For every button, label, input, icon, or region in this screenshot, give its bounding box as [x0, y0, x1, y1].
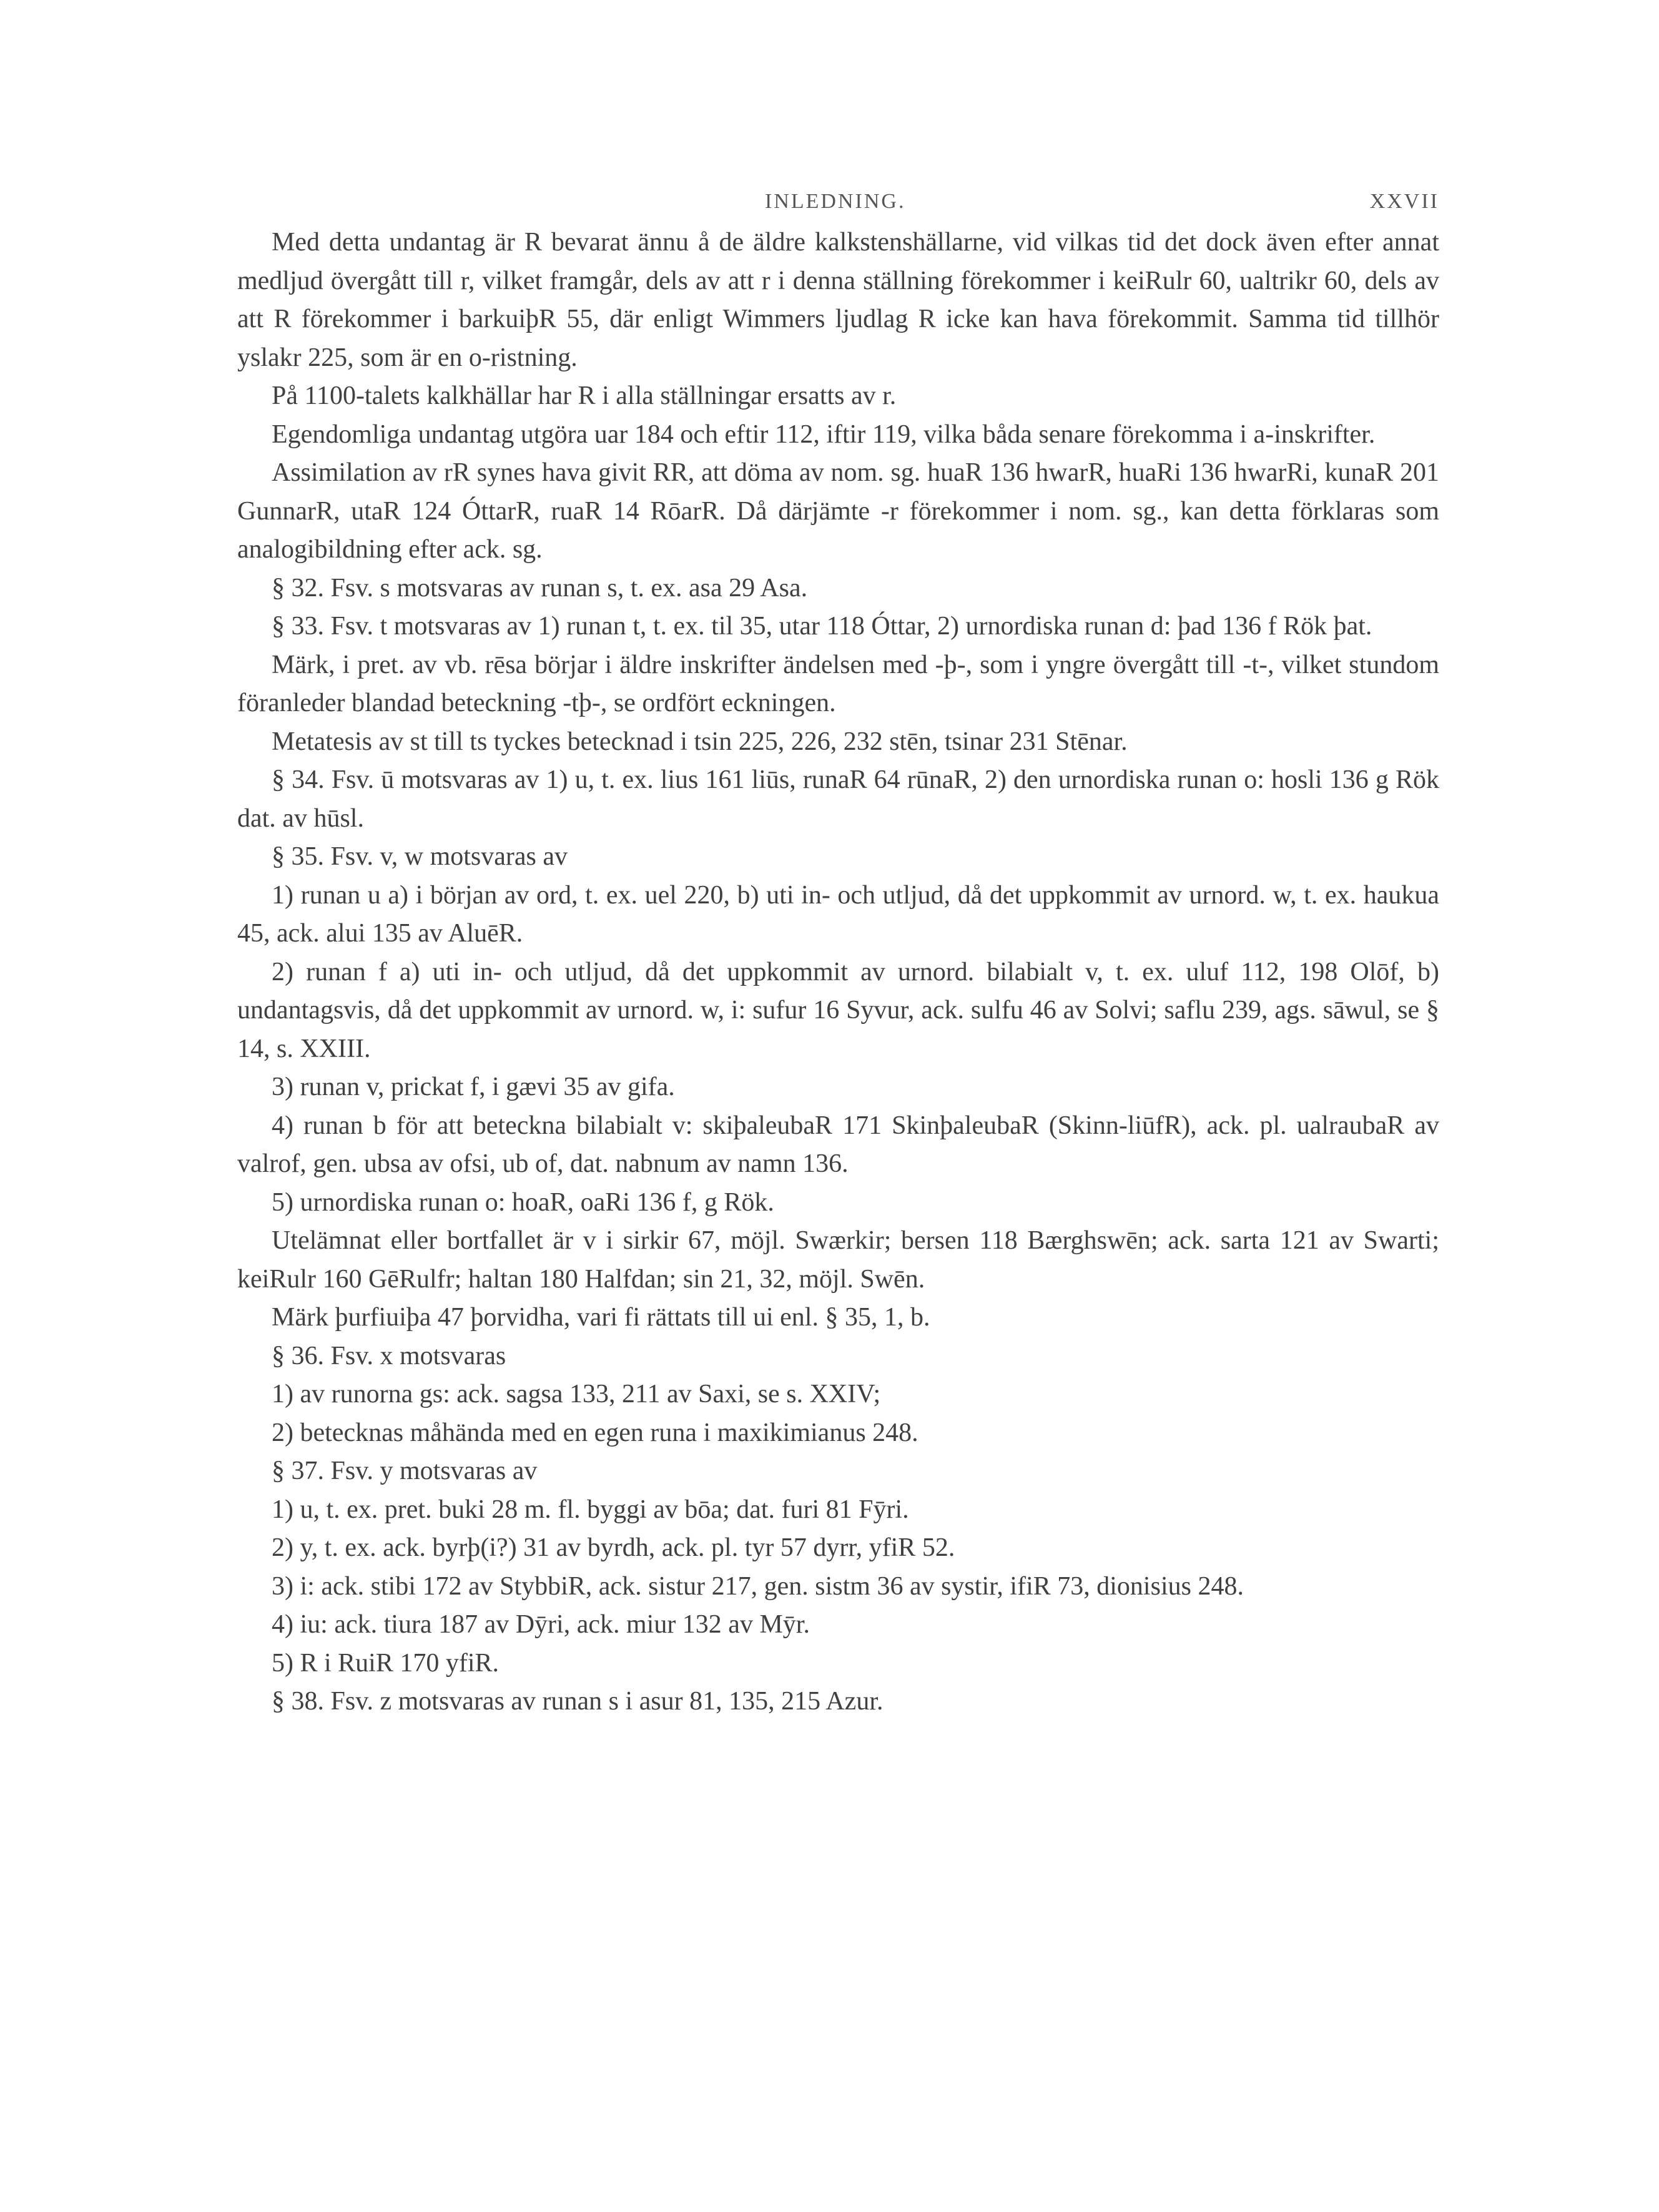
- section-32: § 32. Fsv. s motsvaras av runan s, t. ex. asa 29 Asa.: [272, 573, 808, 602]
- paragraph: Metatesis av st till ts tyckes betecknad i tsin 225, 226, 232 stēn, tsinar 231 Stēnar.: [272, 727, 1128, 756]
- paragraph: Egendomliga undantag utgöra uar 184 och eftir 112, iftir 119, vilka båda senare förekomma i a-inskrifter.: [272, 420, 1376, 449]
- list-item: 1) av runorna gs: ack. sagsa 133, 211 av Saxi, se s. XXIV;: [272, 1380, 881, 1408]
- paragraph: Märk þurfiuiþa 47 þorvidha, vari fi rättats till ui enl. § 35, 1, b.: [272, 1303, 930, 1332]
- paragraph: Märk, i pret. av vb. rēsa börjar i äldre inskrifter ändelsen med -þ-, som i yngre övergått till -t-, vilket stundom föranleder blandad beteckning -tþ-, se ordfört eckningen.: [237, 650, 1439, 717]
- list-item: 5) urnordiska runan o: hoaR, oaRi 136 f, g Rök.: [272, 1187, 774, 1217]
- running-title: INLEDNING.: [765, 190, 906, 213]
- list-item: 1) runan u a) i början av ord, t. ex. uel 220, b) uti in- och utljud, då det uppkommit av urnord. w, t. ex. haukua 45, ack. alui 135 av AluēR.: [237, 880, 1439, 948]
- list-item: 3) i: ack. stibi 172 av StybbiR, ack. sistur 217, gen. sistm 36 av systir, ifiR 73, dionisius 248.: [272, 1571, 1244, 1601]
- section-38: § 38. Fsv. z motsvaras av runan s i asur 81, 135, 215 Azur.: [272, 1687, 884, 1716]
- list-item: 2) betecknas måhända med en egen runa i maxikimianus 248.: [272, 1418, 918, 1447]
- section-33: § 33. Fsv. t motsvaras av 1) runan t, t. ex. til 35, utar 118 Óttar, 2) urnordiska runan d: þad 136 f Rök þat.: [272, 612, 1372, 641]
- paragraph: Utelämnat eller bortfallet är v i sirkir 67, möjl. Swærkir; bersen 118 Bærghswēn; ack. sarta 121 av Swarti; keiRulr 160 GēRulfr; haltan 180 Halfdan; sin 21, 32, möjl. Swēn.: [237, 1226, 1439, 1294]
- list-item: 3) runan v, prickat f, i gævi 35 av gifa.: [272, 1073, 675, 1101]
- paragraph: Assimilation av rR synes hava givit RR, att döma av nom. sg. huaR 136 hwarR, huaRi 136 hwarRi, kunaR 201 GunnarR, utaR 124 ÓttarR, ruaR 14 RōarR. Då därjämte -r förekommer i nom. sg., kan detta förklaras som analogibildning efter ack. sg.: [237, 458, 1439, 564]
- section-37: § 37. Fsv. y motsvaras av: [272, 1457, 538, 1485]
- page-number: XXVII: [1369, 190, 1439, 213]
- page-header: [237, 181, 1439, 219]
- paragraph: Med detta undantag är R bevarat ännu å de äldre kalkstenshällarne, vid vilkas tid det dock även efter annat medljud övergått till r, vilket framgår, dels av att r i denna ställning förekommer i keiRulr 60, ualtrikr 60, dels av att R förekommer i barkuiþR 55, där enligt Wimmers ljudlag R icke kan hava förekommit. Samma tid tillhör yslakr 225, som är en o-ristning.: [237, 228, 1439, 372]
- page: [237, 181, 1439, 1721]
- list-item: 1) u, t. ex. pret. buki 28 m. fl. byggi av bōa; dat. furi 81 Fȳri.: [272, 1495, 909, 1524]
- list-item: 4) iu: ack. tiura 187 av Dȳri, ack. miur 132 av Mȳr.: [272, 1610, 810, 1639]
- section-36: § 36. Fsv. x motsvaras: [272, 1341, 506, 1370]
- section-34: § 34. Fsv. ū motsvaras av 1) u, t. ex. lius 161 liūs, runaR 64 rūnaR, 2) den urnordiska runan o: hosli 136 g Rök dat. av hūsl.: [237, 765, 1439, 833]
- list-item: 2) y, t. ex. ack. byrþ(i?) 31 av byrdh, ack. pl. tyr 57 dyrr, yfiR 52.: [272, 1533, 955, 1562]
- body-text: [237, 224, 1439, 1721]
- paragraph: På 1100-talets kalkhällar har R i alla ställningar ersatts av r.: [272, 381, 897, 410]
- list-item: 4) runan b för att beteckna bilabialt v: skiþaleubaR 171 SkinþaleubaR (Skinn-liūfR), ack. pl. ualraubaR av valrof, gen. ubsa av ofsi, ub of, dat. nabnum av namn 136.: [237, 1111, 1439, 1178]
- list-item: 2) runan f a) uti in- och utljud, då det uppkommit av urnord. bilabialt v, t. ex. uluf 112, 198 Olōf, b) undantagsvis, då det uppkommit av urnord. w, i: sufur 16 Syvur, ack. sulfu 46 av Solvi; saflu 239, ags. sāwul, se § 14, s. XXIII.: [237, 957, 1439, 1063]
- list-item: 5) R i RuiR 170 yfiR.: [272, 1648, 500, 1678]
- section-35: § 35. Fsv. v, w motsvaras av: [272, 842, 568, 871]
